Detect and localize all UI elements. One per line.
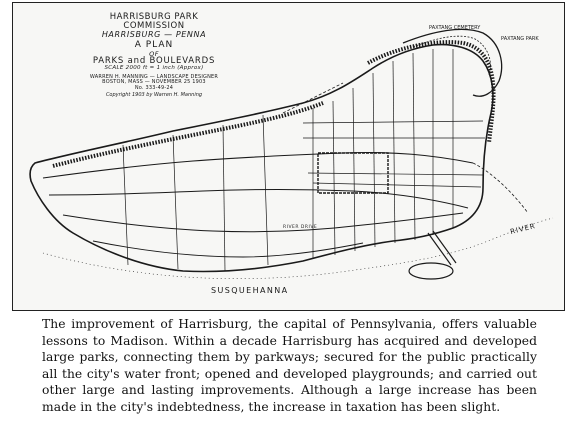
- map-scale: SCALE 2000 ft = 1 inch (Approx): [104, 65, 204, 72]
- park-label: PAXTANG PARK: [501, 36, 539, 42]
- map-date: BOSTON, MASS — NOVEMBER 25 1903: [102, 79, 206, 86]
- parkway-line-3: [63, 213, 463, 232]
- river-bank-hatch-east: [368, 42, 494, 143]
- map-title-block: [79, 13, 229, 98]
- map-figure: [12, 2, 565, 311]
- river-label: SUSQUEHANNA: [211, 286, 289, 295]
- river-east-label: RIVER: [509, 221, 537, 237]
- map-copyright: Copyright 1903 by Warren H. Manning: [105, 91, 203, 98]
- bridges: [428, 231, 456, 265]
- parkway-line-4: [93, 241, 363, 257]
- park-loop: [403, 29, 502, 96]
- map-title-plan: A PLAN: [134, 40, 174, 51]
- map-title-of: OF: [149, 49, 159, 58]
- boundary-dashed-2: [473, 163, 528, 213]
- map-title-city: HARRISBURG — PENNA: [101, 29, 207, 39]
- cemetery-label: PAXTANG CEMETERY: [429, 25, 481, 31]
- map-number: No. 333-49-24: [134, 84, 174, 91]
- map-title-commission: HARRISBURG PARK COMMISSION: [109, 12, 199, 31]
- map-title-parks: PARKS and BOULEVARDS: [92, 56, 216, 67]
- figure-caption: The improvement of Harrisburg, the capital of Pennsylvania, offers valuable lessons to Madison. Within a decade Harrisburg has acquired and developed large parks, connecting them by parkways; secured for the public practically all the city's water front; opened and developed playgrounds; and carried out other large and lasting improvements. Although a large increase has been made in the city's indebtedness, the increase in taxation has been slight.: [42, 317, 537, 414]
- river-drive-label: RIVER DRIVE: [283, 225, 318, 230]
- map-designer: WARREN H. MANNING — LANDSCAPE DESIGNER: [89, 74, 219, 81]
- parkway-line-2: [49, 190, 468, 209]
- river-bank-hatch: [53, 103, 323, 166]
- river-island: [409, 263, 453, 279]
